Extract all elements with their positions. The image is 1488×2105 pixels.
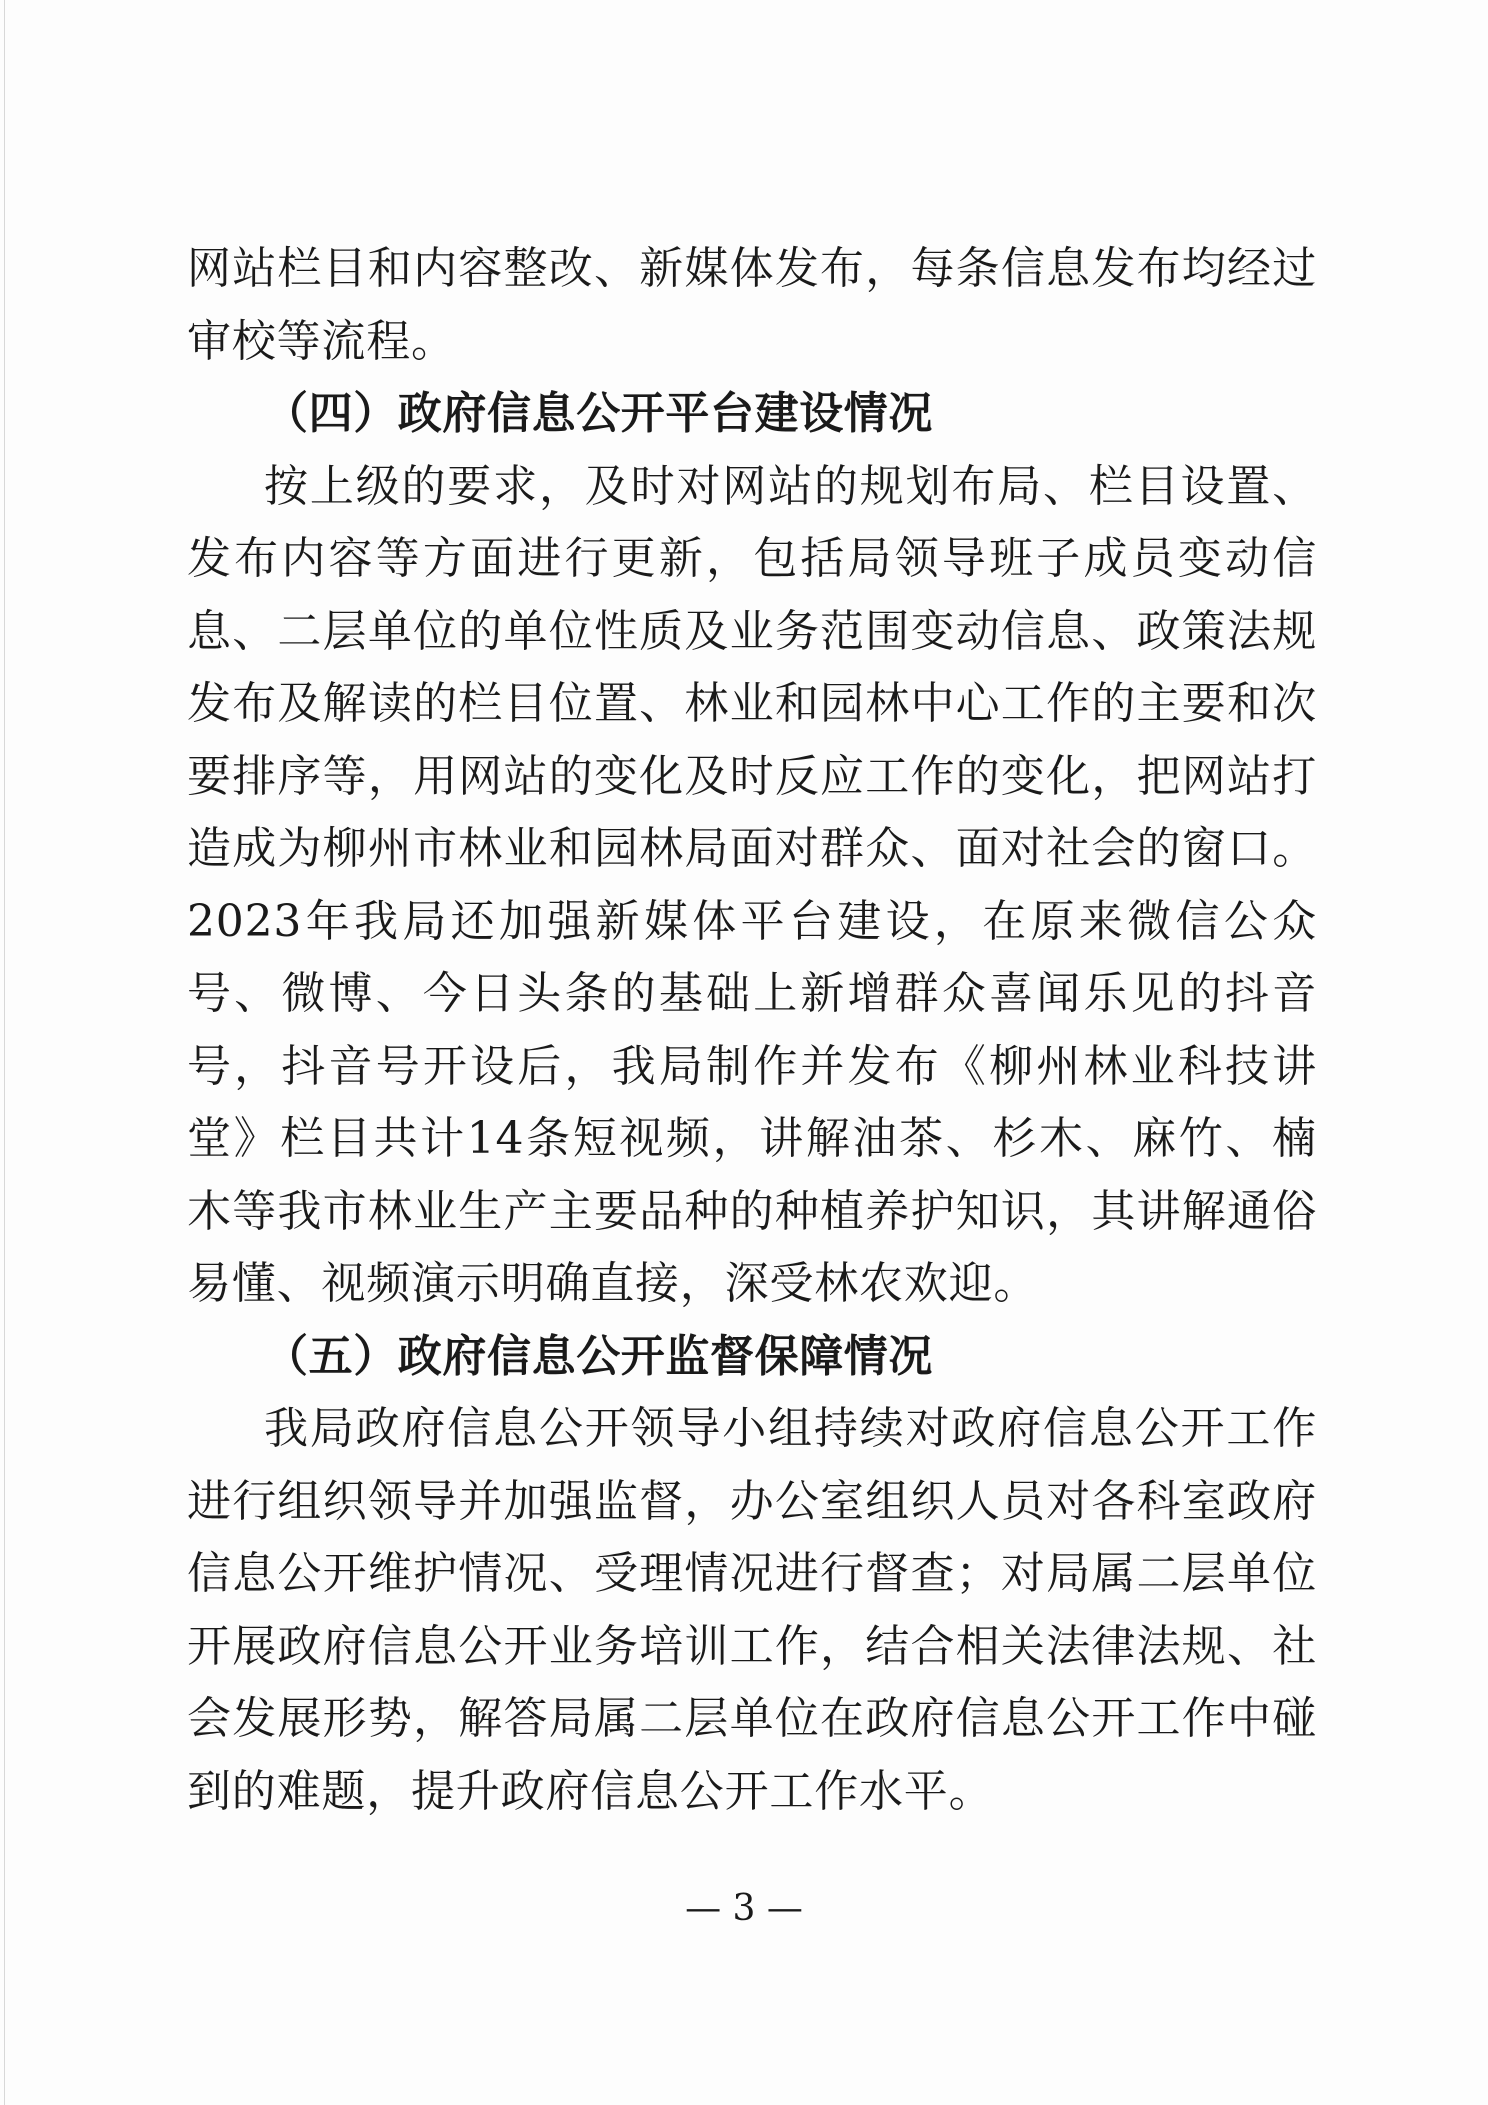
paragraph-supervision: 我局政府信息公开领导小组持续对政府信息公开工作进行组织领导并加强监督，办公室组织人员对各科室政府信息公开维护情况、受理情况进行督查；对局属二层单位开展政府信息公开业务培训工作，结合相关法律法规、社会发展形势，解答局属二层单位在政府信息公开工作中碰到的难题，提升政府信息公开工作水平。 (187, 1403, 1317, 1817)
paragraph-continuation: 网站栏目和内容整改、新媒体发布，每条信息发布均经过审校等流程。 (187, 243, 1317, 367)
section-heading-four: （四）政府信息公开平台建设情况 (264, 388, 933, 439)
paragraph-platform-construction: 按上级的要求，及时对网站的规划布局、栏目设置、发布内容等方面进行更新，包括局领导班子成员变动信息、二层单位的单位性质及业务范围变动信息、政策法规发布及解读的栏目位置、林业和园林中心工作的主要和次要排序等，用网站的变化及时反应工作的变化，把网站打造成为柳州市林业和园林局面对群众、面对社会的窗口。2023年我局还加强新媒体平台建设，在原来微信公众号、微博、今日头条的基础上新增群众喜闻乐见的抖音号，抖音号开设后，我局制作并发布《柳州林业科技讲堂》栏目共计14条短视频，讲解油茶、杉木、麻竹、楠木等我市林业生产主要品种的种植养护知识，其讲解通俗易懂、视频演示明确直接，深受林农欢迎。 (187, 460, 1317, 1309)
document-body (187, 233, 1317, 1828)
section-heading-five: （五）政府信息公开监督保障情况 (264, 1330, 933, 1382)
page-number: — 3 — (685, 1888, 803, 1929)
scan-edge-line (4, 0, 5, 2105)
